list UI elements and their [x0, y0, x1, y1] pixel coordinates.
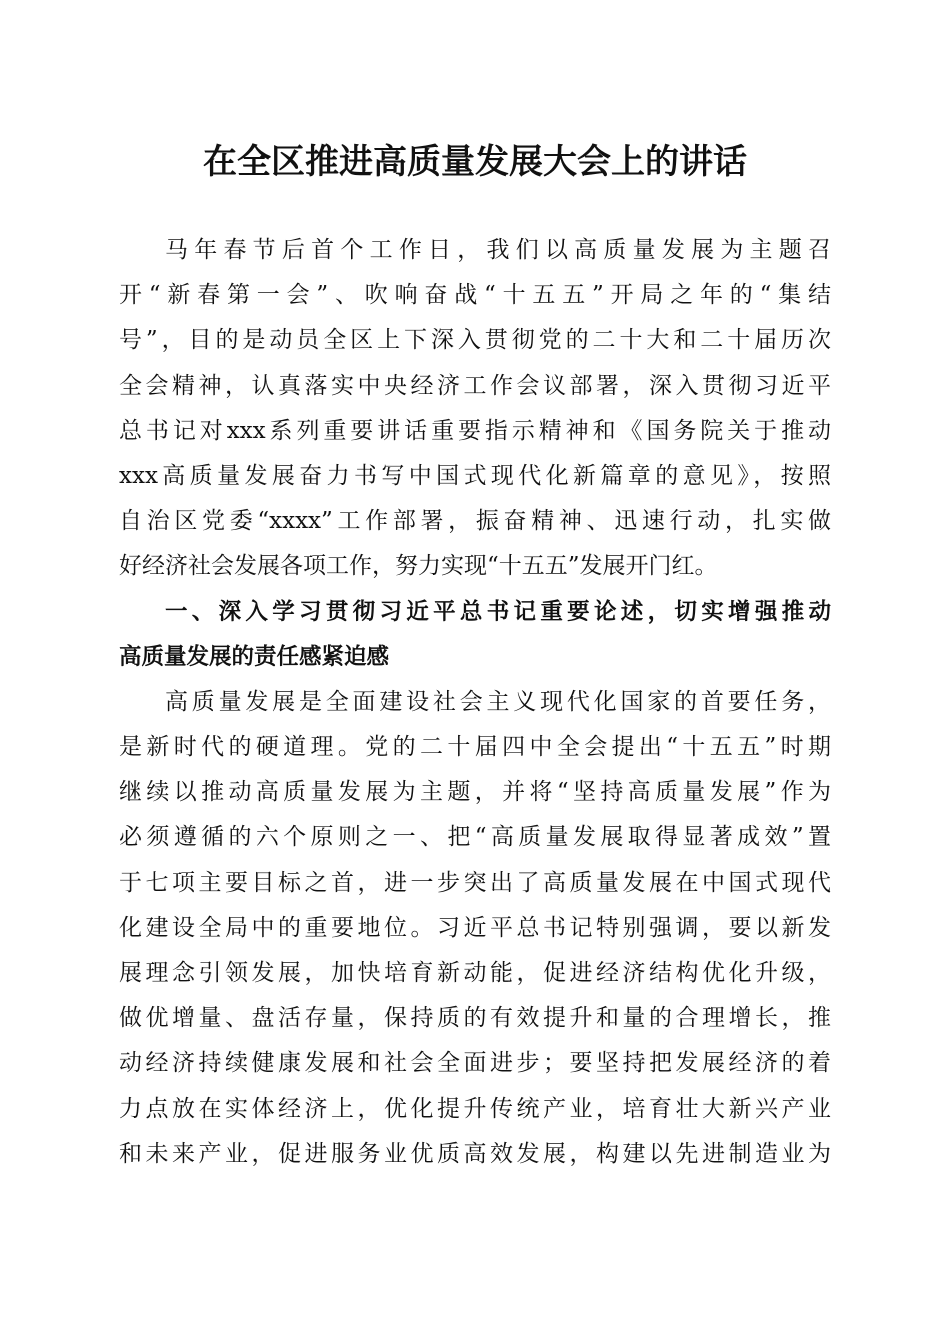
document-body: [119, 228, 831, 1177]
paragraph-line: 继续以推动高质量发展为主题，并将“坚持高质量发展”作为: [119, 779, 831, 806]
paragraph-line: 力点放在实体经济上，优化提升传统产业，培育壮大新兴产业: [119, 1095, 831, 1122]
section-heading: [119, 590, 831, 680]
paragraph-line: 做优增量、盘活存量，保持质的有效提升和量的合理增长，推: [119, 1005, 831, 1032]
heading-line: 高质量发展的责任感紧迫感: [119, 643, 390, 670]
section-paragraph: [119, 680, 831, 1177]
paragraph-line: 必须遵循的六个原则之一、把“高质量发展取得显著成效”置: [119, 824, 831, 851]
paragraph-line: 动经济持续健康发展和社会全面进步；要坚持把发展经济的着: [119, 1050, 831, 1077]
paragraph-line: 高质量发展是全面建设社会主义现代化国家的首要任务，: [165, 688, 831, 715]
paragraph-line: xxx高质量发展奋力书写中国式现代化新篇章的意见》，按照: [119, 462, 831, 489]
paragraph-line: 号”，目的是动员全区上下深入贯彻党的二十大和二十届历次: [119, 327, 831, 354]
intro-paragraph: [119, 228, 831, 590]
heading-line: 一、深入学习贯彻习近平总书记重要论述，切实增强推动: [165, 598, 831, 625]
paragraph-line: 是新时代的硬道理。党的二十届四中全会提出“十五五”时期: [119, 734, 831, 761]
paragraph-line: 全会精神，认真落实中央经济工作会议部署，深入贯彻习近平: [119, 372, 831, 399]
paragraph-line: 展理念引领发展，加快培育新动能，促进经济结构优化升级，: [119, 960, 831, 986]
paragraph-line: 自治区党委“xxxx”工作部署，振奋精神、迅速行动，扎实做: [119, 508, 831, 535]
paragraph-line: 好经济社会发展各项工作，努力实现“十五五”发展开门红。: [119, 553, 718, 580]
paragraph-line: 马年春节后首个工作日，我们以高质量发展为主题召: [165, 237, 831, 263]
document-title: 在全区推进高质量发展大会上的讲话: [203, 142, 747, 182]
paragraph-line: 总书记对xxx系列重要讲话重要指示精神和《国务院关于推动: [119, 417, 831, 444]
paragraph-line: 开“新春第一会”、吹响奋战“十五五”开局之年的“集结: [119, 282, 831, 309]
paragraph-line: 和未来产业，促进服务业优质高效发展，构建以先进制造业为: [119, 1140, 831, 1167]
paragraph-line: 于七项主要目标之首，进一步突出了高质量发展在中国式现代: [119, 869, 831, 896]
paragraph-line: 化建设全局中的重要地位。习近平总书记特别强调，要以新发: [119, 914, 831, 941]
